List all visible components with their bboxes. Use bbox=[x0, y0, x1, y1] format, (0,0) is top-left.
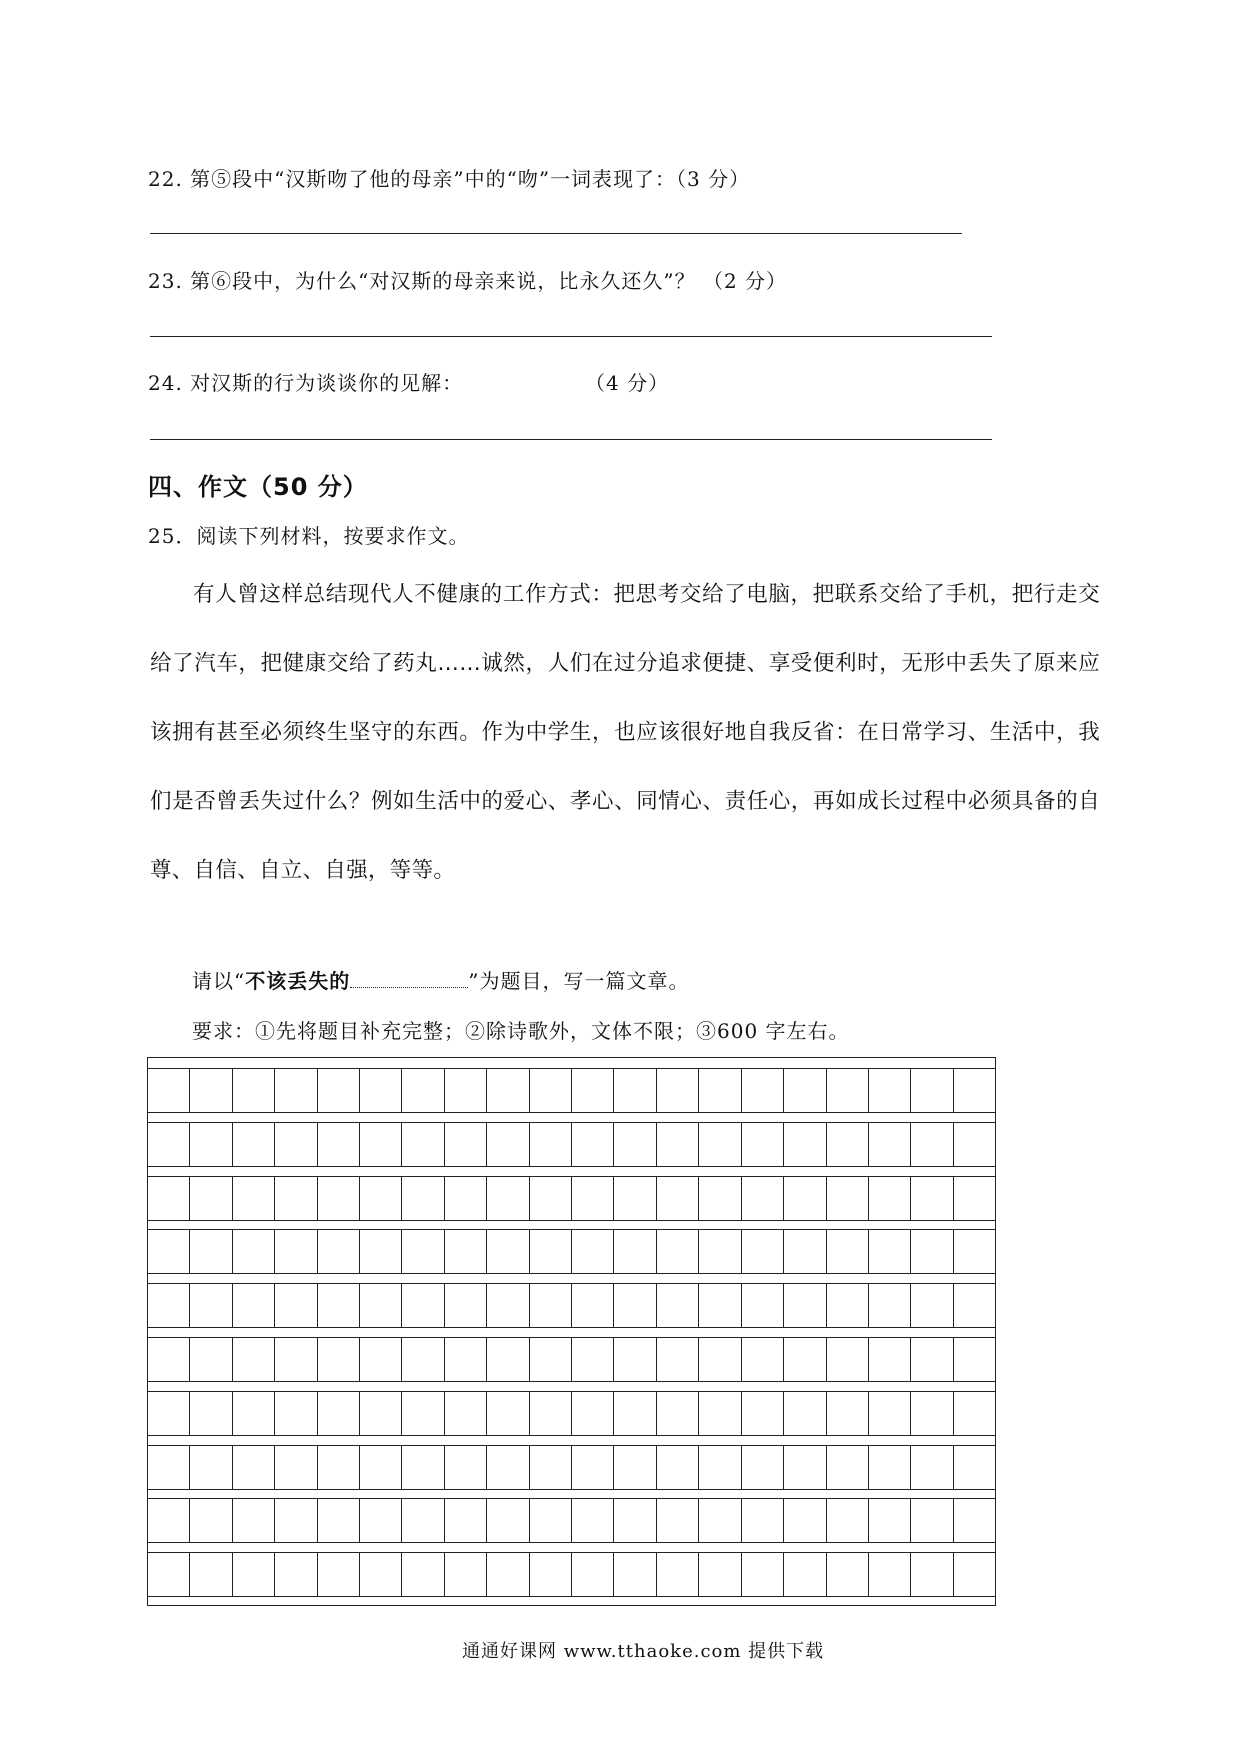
grid-cell[interactable] bbox=[232, 1123, 274, 1166]
grid-cell[interactable] bbox=[613, 1338, 655, 1381]
grid-cell[interactable] bbox=[359, 1338, 401, 1381]
grid-cell[interactable] bbox=[529, 1499, 571, 1542]
grid-cell[interactable] bbox=[148, 1392, 189, 1435]
grid-cell[interactable] bbox=[953, 1230, 995, 1273]
grid-cell[interactable] bbox=[486, 1338, 528, 1381]
grid-cell[interactable] bbox=[868, 1446, 910, 1489]
grid-cell[interactable] bbox=[783, 1553, 825, 1596]
grid-cell[interactable] bbox=[317, 1069, 359, 1112]
grid-cell[interactable] bbox=[529, 1392, 571, 1435]
grid-row bbox=[148, 1283, 995, 1328]
grid-cell[interactable] bbox=[571, 1069, 613, 1112]
grid-cell[interactable] bbox=[910, 1230, 952, 1273]
grid-cell[interactable] bbox=[189, 1446, 231, 1489]
grid-cell[interactable] bbox=[317, 1230, 359, 1273]
grid-cell[interactable] bbox=[189, 1177, 231, 1220]
grid-cell[interactable] bbox=[148, 1069, 189, 1112]
grid-cell[interactable] bbox=[826, 1553, 868, 1596]
grid-cell[interactable] bbox=[401, 1123, 443, 1166]
grid-cell[interactable] bbox=[656, 1123, 698, 1166]
grid-cell[interactable] bbox=[741, 1553, 783, 1596]
grid-cell[interactable] bbox=[910, 1446, 952, 1489]
grid-cell[interactable] bbox=[529, 1069, 571, 1112]
grid-cell[interactable] bbox=[189, 1069, 231, 1112]
grid-cell[interactable] bbox=[444, 1177, 486, 1220]
grid-cell[interactable] bbox=[826, 1069, 868, 1112]
grid-cell[interactable] bbox=[401, 1553, 443, 1596]
grid-cell[interactable] bbox=[868, 1123, 910, 1166]
grid-cell[interactable] bbox=[783, 1123, 825, 1166]
grid-cell[interactable] bbox=[148, 1123, 189, 1166]
grid-cell[interactable] bbox=[232, 1553, 274, 1596]
grid-cell[interactable] bbox=[698, 1392, 740, 1435]
grid-cell[interactable] bbox=[486, 1446, 528, 1489]
grid-cell[interactable] bbox=[359, 1284, 401, 1327]
grid-cell[interactable] bbox=[910, 1392, 952, 1435]
prompt-prefix: 请以“ bbox=[192, 969, 246, 993]
grid-cell[interactable] bbox=[274, 1069, 316, 1112]
question-24-score: （4 分） bbox=[585, 371, 670, 395]
grid-cell[interactable] bbox=[486, 1069, 528, 1112]
grid-cell[interactable] bbox=[401, 1069, 443, 1112]
grid-cell[interactable] bbox=[613, 1284, 655, 1327]
grid-cell[interactable] bbox=[189, 1553, 231, 1596]
grid-cell[interactable] bbox=[444, 1338, 486, 1381]
grid-cell[interactable] bbox=[826, 1338, 868, 1381]
grid-cell[interactable] bbox=[189, 1338, 231, 1381]
grid-cell[interactable] bbox=[359, 1553, 401, 1596]
grid-row bbox=[148, 1337, 995, 1382]
grid-cell[interactable] bbox=[656, 1499, 698, 1542]
grid-cell[interactable] bbox=[910, 1553, 952, 1596]
grid-cell[interactable] bbox=[571, 1284, 613, 1327]
grid-cell[interactable] bbox=[571, 1446, 613, 1489]
grid-cell[interactable] bbox=[401, 1392, 443, 1435]
grid-cell[interactable] bbox=[783, 1392, 825, 1435]
grid-cell[interactable] bbox=[444, 1392, 486, 1435]
grid-cell[interactable] bbox=[656, 1284, 698, 1327]
grid-cell[interactable] bbox=[529, 1553, 571, 1596]
grid-cell[interactable] bbox=[868, 1177, 910, 1220]
grid-cell[interactable] bbox=[232, 1177, 274, 1220]
grid-cell[interactable] bbox=[444, 1069, 486, 1112]
grid-cell[interactable] bbox=[486, 1553, 528, 1596]
footer-text: 通通好课网 www.tthaoke.com 提供下载 bbox=[462, 1641, 825, 1662]
grid-cell[interactable] bbox=[868, 1069, 910, 1112]
question-24: 24. 对汉斯的行为谈谈你的见解： bbox=[148, 371, 464, 395]
answer-line-24 bbox=[150, 439, 992, 440]
grid-cell[interactable] bbox=[571, 1392, 613, 1435]
grid-cell[interactable] bbox=[359, 1392, 401, 1435]
question-23: 23. 第⑥段中，为什么“对汉斯的母亲来说，比永久还久”？ （2 分） bbox=[148, 269, 788, 293]
grid-cell[interactable] bbox=[529, 1177, 571, 1220]
grid-cell[interactable] bbox=[953, 1446, 995, 1489]
grid-cell[interactable] bbox=[826, 1392, 868, 1435]
grid-cell[interactable] bbox=[189, 1499, 231, 1542]
grid-cell[interactable] bbox=[444, 1230, 486, 1273]
grid-cell[interactable] bbox=[953, 1553, 995, 1596]
grid-cell[interactable] bbox=[741, 1392, 783, 1435]
grid-cell[interactable] bbox=[613, 1069, 655, 1112]
grid-cell[interactable] bbox=[953, 1177, 995, 1220]
grid-cell[interactable] bbox=[868, 1338, 910, 1381]
grid-cell[interactable] bbox=[698, 1069, 740, 1112]
grid-cell[interactable] bbox=[953, 1392, 995, 1435]
grid-cell[interactable] bbox=[953, 1338, 995, 1381]
grid-cell[interactable] bbox=[783, 1499, 825, 1542]
grid-cell[interactable] bbox=[148, 1553, 189, 1596]
grid-cell[interactable] bbox=[826, 1230, 868, 1273]
grid-cell[interactable] bbox=[189, 1230, 231, 1273]
grid-cell[interactable] bbox=[274, 1177, 316, 1220]
grid-cell[interactable] bbox=[613, 1499, 655, 1542]
grid-cell[interactable] bbox=[613, 1553, 655, 1596]
grid-cell[interactable] bbox=[189, 1392, 231, 1435]
grid-cell[interactable] bbox=[274, 1123, 316, 1166]
grid-cell[interactable] bbox=[953, 1069, 995, 1112]
grid-cell[interactable] bbox=[910, 1499, 952, 1542]
grid-cell[interactable] bbox=[486, 1230, 528, 1273]
grid-cell[interactable] bbox=[868, 1392, 910, 1435]
material-paragraph: 有人曾这样总结现代人不健康的工作方式：把思考交给了电脑，把联系交给了手机，把行走交给了汽车，把健康交给了药丸……诚然，人们在过分追求便捷、享受便利时，无形中丢失了原来应该拥有甚至必须终生坚守的东西。作为中学生，也应该很好地自我反省：在日常学习、生活中，我们是否曾丢失过什么？例如生活中的爱心、孝心、同情心、责任心，再如成长过程中必须具备的自尊、自信、自立、自强，等等。 bbox=[150, 582, 1100, 883]
grid-row bbox=[148, 1498, 995, 1543]
grid-cell[interactable] bbox=[868, 1230, 910, 1273]
grid-cell[interactable] bbox=[783, 1069, 825, 1112]
grid-cell[interactable] bbox=[189, 1284, 231, 1327]
grid-cell[interactable] bbox=[148, 1177, 189, 1220]
grid-cell[interactable] bbox=[444, 1446, 486, 1489]
grid-cell[interactable] bbox=[910, 1284, 952, 1327]
grid-cell[interactable] bbox=[401, 1446, 443, 1489]
grid-cell[interactable] bbox=[317, 1553, 359, 1596]
grid-cell[interactable] bbox=[613, 1177, 655, 1220]
grid-cell[interactable] bbox=[148, 1284, 189, 1327]
grid-cell[interactable] bbox=[698, 1553, 740, 1596]
grid-cell[interactable] bbox=[189, 1123, 231, 1166]
grid-cell[interactable] bbox=[529, 1284, 571, 1327]
grid-cell[interactable] bbox=[741, 1230, 783, 1273]
grid-row bbox=[148, 1552, 995, 1597]
grid-cell[interactable] bbox=[910, 1177, 952, 1220]
answer-line-23 bbox=[150, 336, 992, 337]
grid-cell[interactable] bbox=[656, 1392, 698, 1435]
grid-cell[interactable] bbox=[317, 1392, 359, 1435]
grid-cell[interactable] bbox=[317, 1284, 359, 1327]
grid-cell[interactable] bbox=[529, 1230, 571, 1273]
grid-cell[interactable] bbox=[232, 1446, 274, 1489]
grid-cell[interactable] bbox=[826, 1123, 868, 1166]
grid-cell[interactable] bbox=[868, 1499, 910, 1542]
grid-cell[interactable] bbox=[232, 1499, 274, 1542]
grid-cell[interactable] bbox=[148, 1338, 189, 1381]
question-22: 22. 第⑤段中“汉斯吻了他的母亲”中的“吻”一词表现了：（3 分） bbox=[148, 167, 751, 191]
grid-cell[interactable] bbox=[401, 1499, 443, 1542]
grid-cell[interactable] bbox=[741, 1069, 783, 1112]
grid-cell[interactable] bbox=[359, 1069, 401, 1112]
grid-cell[interactable] bbox=[274, 1446, 316, 1489]
grid-cell[interactable] bbox=[826, 1499, 868, 1542]
grid-cell[interactable] bbox=[274, 1284, 316, 1327]
grid-cell[interactable] bbox=[274, 1230, 316, 1273]
prompt-suffix: ”为题目，写一篇文章。 bbox=[468, 969, 690, 993]
grid-cell[interactable] bbox=[656, 1230, 698, 1273]
grid-cell[interactable] bbox=[444, 1553, 486, 1596]
grid-cell[interactable] bbox=[953, 1499, 995, 1542]
grid-cell[interactable] bbox=[317, 1177, 359, 1220]
grid-cell[interactable] bbox=[698, 1338, 740, 1381]
grid-cell[interactable] bbox=[826, 1284, 868, 1327]
grid-cell[interactable] bbox=[148, 1499, 189, 1542]
grid-cell[interactable] bbox=[401, 1177, 443, 1220]
grid-cell[interactable] bbox=[359, 1499, 401, 1542]
grid-cell[interactable] bbox=[741, 1338, 783, 1381]
grid-cell[interactable] bbox=[910, 1338, 952, 1381]
grid-cell[interactable] bbox=[656, 1177, 698, 1220]
grid-cell[interactable] bbox=[148, 1230, 189, 1273]
grid-cell[interactable] bbox=[868, 1284, 910, 1327]
grid-cell[interactable] bbox=[444, 1499, 486, 1542]
grid-row bbox=[148, 1122, 995, 1167]
grid-cell[interactable] bbox=[486, 1392, 528, 1435]
grid-cell[interactable] bbox=[741, 1123, 783, 1166]
grid-cell[interactable] bbox=[953, 1123, 995, 1166]
grid-cell[interactable] bbox=[232, 1338, 274, 1381]
grid-cell[interactable] bbox=[910, 1069, 952, 1112]
grid-cell[interactable] bbox=[444, 1284, 486, 1327]
grid-cell[interactable] bbox=[232, 1230, 274, 1273]
grid-cell[interactable] bbox=[232, 1392, 274, 1435]
grid-cell[interactable] bbox=[656, 1069, 698, 1112]
grid-cell[interactable] bbox=[529, 1123, 571, 1166]
grid-row bbox=[148, 1445, 995, 1490]
grid-cell[interactable] bbox=[953, 1284, 995, 1327]
grid-cell[interactable] bbox=[826, 1177, 868, 1220]
grid-cell[interactable] bbox=[571, 1553, 613, 1596]
grid-cell[interactable] bbox=[613, 1230, 655, 1273]
grid-cell[interactable] bbox=[486, 1177, 528, 1220]
grid-cell[interactable] bbox=[359, 1123, 401, 1166]
grid-cell[interactable] bbox=[444, 1123, 486, 1166]
grid-cell[interactable] bbox=[571, 1499, 613, 1542]
grid-cell[interactable] bbox=[148, 1446, 189, 1489]
grid-cell[interactable] bbox=[698, 1284, 740, 1327]
grid-cell[interactable] bbox=[698, 1230, 740, 1273]
grid-cell[interactable] bbox=[656, 1446, 698, 1489]
grid-cell[interactable] bbox=[826, 1446, 868, 1489]
grid-cell[interactable] bbox=[359, 1177, 401, 1220]
grid-cell[interactable] bbox=[741, 1499, 783, 1542]
grid-row bbox=[148, 1391, 995, 1436]
question-25: 25．阅读下列材料，按要求作文。 bbox=[148, 524, 470, 548]
grid-cell[interactable] bbox=[868, 1553, 910, 1596]
grid-cell[interactable] bbox=[232, 1069, 274, 1112]
writing-grid bbox=[147, 1057, 996, 1606]
grid-cell[interactable] bbox=[656, 1553, 698, 1596]
grid-row bbox=[148, 1229, 995, 1274]
grid-cell[interactable] bbox=[698, 1499, 740, 1542]
grid-cell[interactable] bbox=[274, 1392, 316, 1435]
grid-cell[interactable] bbox=[401, 1338, 443, 1381]
grid-cell[interactable] bbox=[486, 1499, 528, 1542]
grid-cell[interactable] bbox=[317, 1338, 359, 1381]
grid-cell[interactable] bbox=[359, 1446, 401, 1489]
grid-cell[interactable] bbox=[359, 1230, 401, 1273]
grid-cell[interactable] bbox=[698, 1446, 740, 1489]
grid-cell[interactable] bbox=[910, 1123, 952, 1166]
answer-line-22 bbox=[150, 233, 962, 234]
grid-cell[interactable] bbox=[274, 1553, 316, 1596]
grid-cell[interactable] bbox=[401, 1230, 443, 1273]
essay-prompt bbox=[192, 965, 689, 994]
grid-cell[interactable] bbox=[783, 1177, 825, 1220]
grid-row bbox=[148, 1176, 995, 1221]
grid-cell[interactable] bbox=[486, 1284, 528, 1327]
grid-cell[interactable] bbox=[401, 1284, 443, 1327]
grid-cell[interactable] bbox=[571, 1177, 613, 1220]
grid-cell[interactable] bbox=[698, 1123, 740, 1166]
grid-cell[interactable] bbox=[656, 1338, 698, 1381]
grid-cell[interactable] bbox=[529, 1338, 571, 1381]
grid-cell[interactable] bbox=[274, 1499, 316, 1542]
essay-requirements: 要求：①先将题目补充完整；②除诗歌外，文体不限；③600 字左右。 bbox=[192, 1019, 850, 1043]
grid-cell[interactable] bbox=[571, 1123, 613, 1166]
grid-cell[interactable] bbox=[783, 1446, 825, 1489]
grid-cell[interactable] bbox=[613, 1446, 655, 1489]
grid-cell[interactable] bbox=[613, 1392, 655, 1435]
grid-cell[interactable] bbox=[613, 1123, 655, 1166]
grid-cell[interactable] bbox=[486, 1123, 528, 1166]
grid-cell[interactable] bbox=[317, 1499, 359, 1542]
grid-cell[interactable] bbox=[741, 1284, 783, 1327]
grid-cell[interactable] bbox=[741, 1446, 783, 1489]
prompt-title: 不该丢失的 bbox=[245, 969, 351, 993]
grid-cell[interactable] bbox=[783, 1230, 825, 1273]
grid-cell[interactable] bbox=[317, 1446, 359, 1489]
title-blank[interactable] bbox=[350, 969, 468, 988]
grid-cell[interactable] bbox=[317, 1123, 359, 1166]
grid-cell[interactable] bbox=[698, 1177, 740, 1220]
grid-cell[interactable] bbox=[274, 1338, 316, 1381]
section-title: 四、作文（50 分） bbox=[148, 473, 368, 501]
grid-cell[interactable] bbox=[571, 1338, 613, 1381]
grid-cell[interactable] bbox=[783, 1338, 825, 1381]
grid-cell[interactable] bbox=[783, 1284, 825, 1327]
grid-cell[interactable] bbox=[232, 1284, 274, 1327]
grid-row bbox=[148, 1068, 995, 1113]
grid-cell[interactable] bbox=[741, 1177, 783, 1220]
grid-cell[interactable] bbox=[571, 1230, 613, 1273]
grid-cell[interactable] bbox=[529, 1446, 571, 1489]
